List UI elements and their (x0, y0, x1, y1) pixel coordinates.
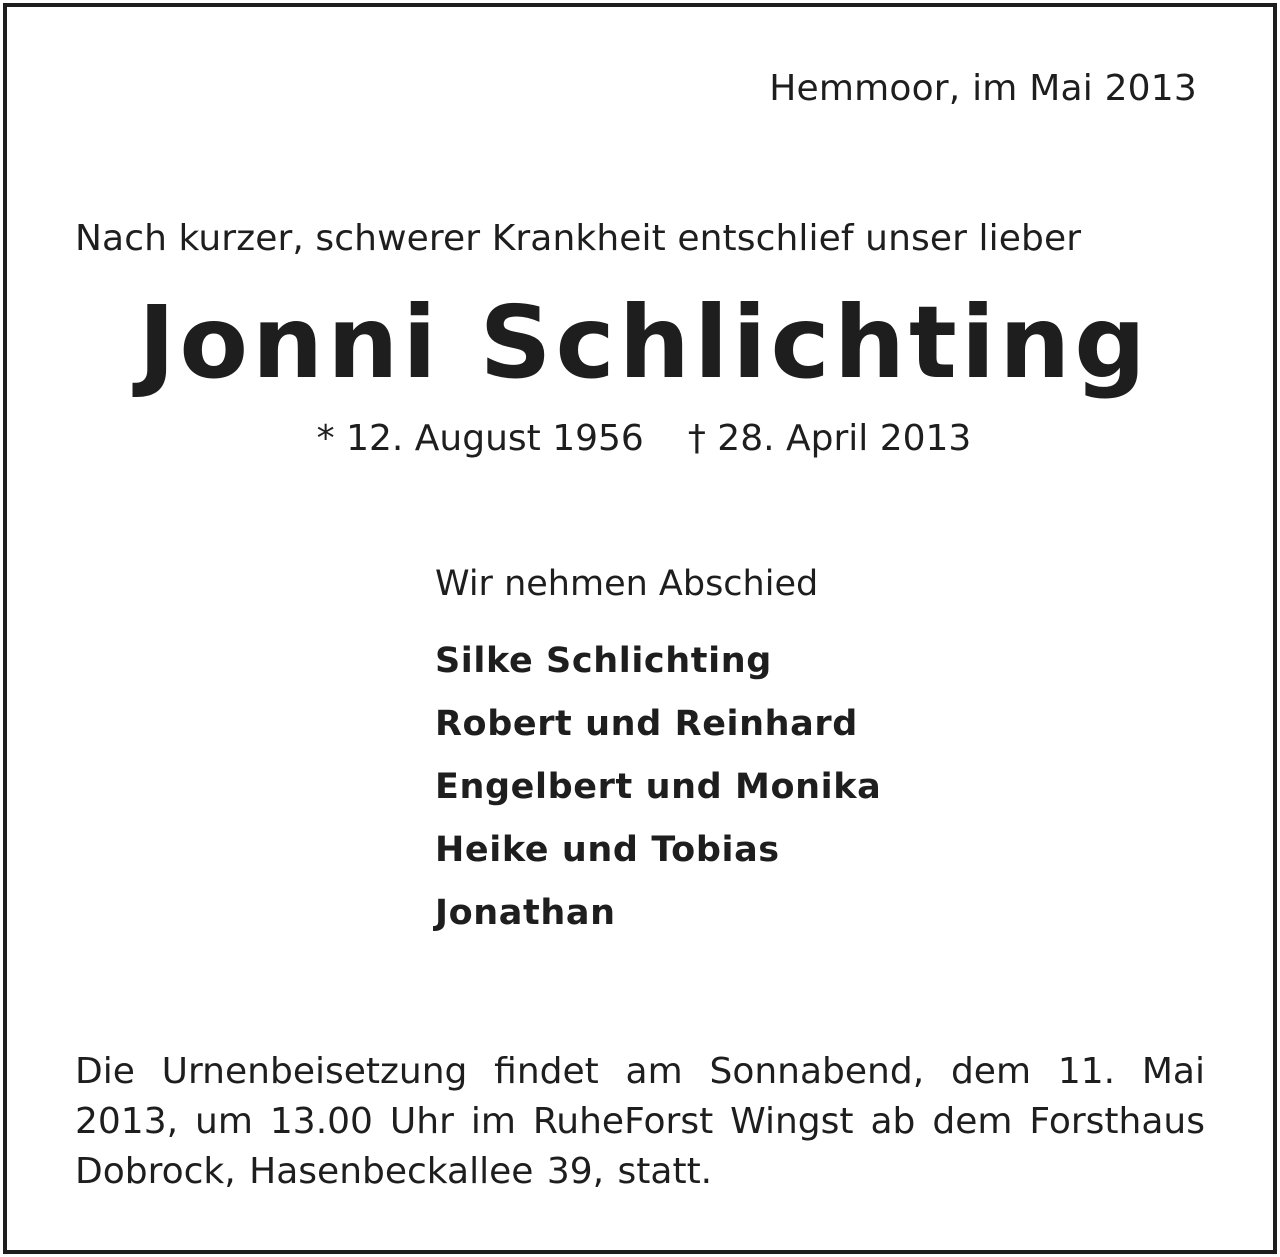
obituary-frame (3, 3, 1277, 1254)
birth-date: * 12. August 1956 (316, 418, 644, 459)
family-member: Jonathan (435, 893, 616, 933)
family-members-list (435, 630, 881, 945)
family-member: Heike und Tobias (435, 830, 780, 870)
burial-notice: Die Urnenbeisetzung findet am Sonnabend, dem 11. Mai 2013, um 13.00 Uhr im RuheForst Wingst ab dem Forsthaus Dobrock, Hasenbeckallee 39, statt. (75, 1051, 1205, 1192)
death-date: † 28. April 2013 (687, 418, 972, 459)
place-date: Hemmoor, im Mai 2013 (769, 68, 1197, 109)
deceased-name: Jonni Schlichting (138, 284, 1150, 401)
family-member: Silke Schlichting (435, 641, 772, 681)
family-member: Engelbert und Monika (435, 767, 882, 807)
family-intro: Wir nehmen Abschied (435, 564, 819, 604)
family-member: Robert und Reinhard (435, 704, 858, 744)
life-dates (7, 418, 1280, 459)
intro-text: Nach kurzer, schwerer Krankheit entschlief unser lieber (75, 218, 1082, 259)
family-block (435, 564, 882, 945)
